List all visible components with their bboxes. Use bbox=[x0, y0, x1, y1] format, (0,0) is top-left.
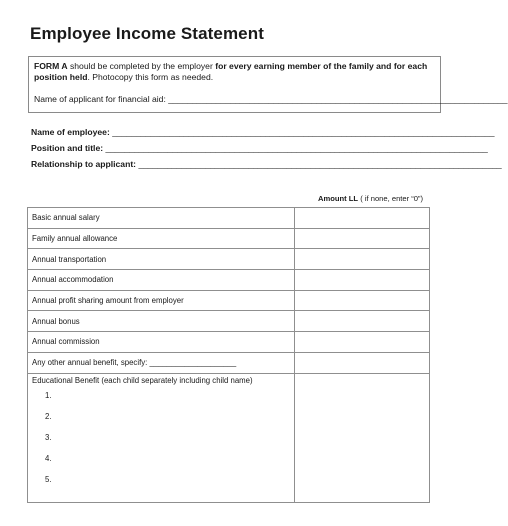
list-item[interactable] bbox=[45, 412, 290, 433]
education-cell bbox=[28, 373, 295, 502]
relationship-field[interactable] bbox=[31, 159, 502, 169]
amount-cell[interactable] bbox=[295, 228, 430, 249]
item-number: 3. bbox=[45, 432, 52, 442]
amount-cell[interactable] bbox=[295, 249, 430, 270]
list-item[interactable] bbox=[45, 475, 290, 496]
amount-cell[interactable] bbox=[295, 290, 430, 311]
row-label: Annual transportation bbox=[28, 249, 295, 270]
amount-header-bold: Amount LL bbox=[318, 194, 359, 203]
list-item[interactable] bbox=[45, 391, 290, 412]
table-row bbox=[28, 332, 430, 353]
item-number: 2. bbox=[45, 411, 52, 421]
intro-text-1: should be completed by the employer bbox=[67, 61, 216, 71]
page-title: Employee Income Statement bbox=[30, 24, 264, 43]
table-row bbox=[28, 208, 430, 229]
intro-text-2: . Photocopy this form as needed. bbox=[87, 72, 214, 82]
applicant-name-field[interactable] bbox=[34, 94, 508, 104]
position-title-line[interactable]: ________________________________________________________________________________ bbox=[105, 143, 488, 153]
row-label: Any other annual benefit, specify: ____________________ bbox=[28, 352, 295, 373]
row-label: Annual bonus bbox=[28, 311, 295, 332]
relationship-line[interactable]: ____________________________________________________________________________ bbox=[138, 159, 502, 169]
form-label: FORM A bbox=[34, 61, 68, 71]
applicant-name-label: Name of applicant for financial aid: bbox=[34, 94, 169, 104]
education-label: Educational Benefit (each child separately including child name) bbox=[32, 375, 253, 385]
table-row bbox=[28, 228, 430, 249]
position-title-field[interactable] bbox=[31, 143, 488, 153]
table-row bbox=[28, 290, 430, 311]
amount-header-note: ( if none, enter “0”) bbox=[358, 194, 424, 203]
amount-column-header bbox=[318, 194, 423, 203]
form-instructions-box bbox=[28, 56, 508, 113]
table-row bbox=[28, 249, 430, 270]
amount-cell[interactable] bbox=[295, 311, 430, 332]
row-label: Annual accommodation bbox=[28, 270, 295, 291]
relationship-label: Relationship to applicant: bbox=[31, 159, 139, 169]
applicant-name-line[interactable]: _______________________________________________________________________ bbox=[168, 94, 508, 104]
table-row bbox=[28, 311, 430, 332]
amount-cell[interactable] bbox=[295, 332, 430, 353]
amount-cell[interactable] bbox=[295, 208, 430, 229]
table-row bbox=[28, 352, 430, 373]
list-item[interactable] bbox=[45, 433, 290, 454]
form-instructions bbox=[34, 61, 438, 83]
list-item[interactable] bbox=[45, 454, 290, 475]
row-label: Annual profit sharing amount from employer bbox=[28, 290, 295, 311]
position-title-label: Position and title: bbox=[31, 143, 106, 153]
employee-name-line[interactable]: ________________________________________________________________________________ bbox=[112, 127, 495, 137]
amount-cell[interactable] bbox=[295, 270, 430, 291]
item-number: 4. bbox=[45, 453, 52, 463]
income-table bbox=[27, 207, 430, 503]
education-row bbox=[28, 373, 430, 502]
employee-name-field[interactable] bbox=[31, 127, 495, 137]
row-label: Basic annual salary bbox=[28, 208, 295, 229]
education-list bbox=[32, 391, 290, 496]
item-number: 5. bbox=[45, 474, 52, 484]
intro-bold-text: for every earning member of the family and for each position held bbox=[34, 61, 428, 82]
amount-cell[interactable] bbox=[295, 352, 430, 373]
table-row bbox=[28, 270, 430, 291]
employee-name-label: Name of employee: bbox=[31, 127, 113, 137]
row-label: Annual commission bbox=[28, 332, 295, 353]
item-number: 1. bbox=[45, 390, 52, 400]
row-label: Family annual allowance bbox=[28, 228, 295, 249]
amount-cell[interactable] bbox=[295, 373, 430, 502]
